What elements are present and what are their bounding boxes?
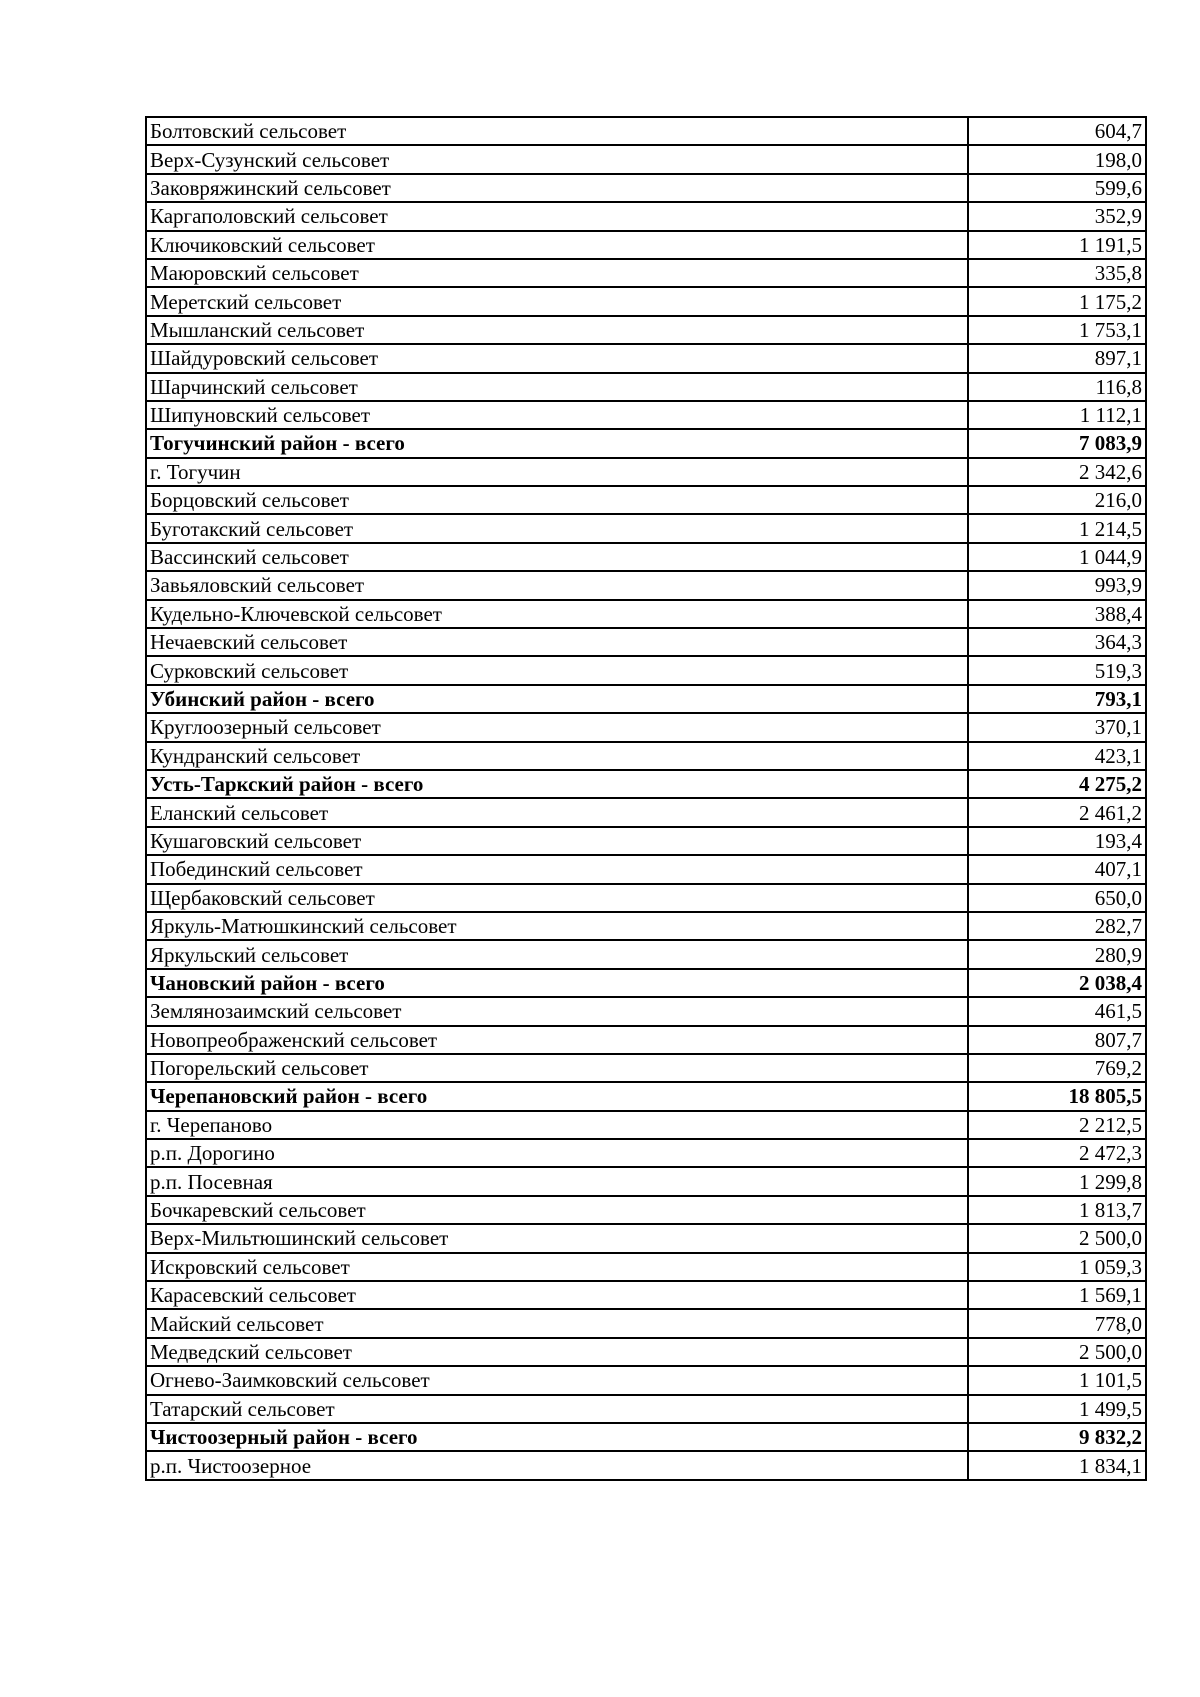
- table-row: [146, 1309, 1146, 1337]
- district-total-value-cell: 4 275,2: [968, 770, 1146, 798]
- table-row: [146, 855, 1146, 883]
- amount-value-cell: 407,1: [968, 855, 1146, 883]
- amount-value-cell: 282,7: [968, 912, 1146, 940]
- municipality-name-cell: Шипуновский сельсовет: [146, 401, 968, 429]
- district-total-row: [146, 685, 1146, 713]
- table-row: [146, 827, 1146, 855]
- municipality-name-cell: Сурковский сельсовет: [146, 656, 968, 684]
- table-row: [146, 940, 1146, 968]
- municipality-name-cell: Татарский сельсовет: [146, 1395, 968, 1423]
- amount-value-cell: 364,3: [968, 628, 1146, 656]
- amount-value-cell: 461,5: [968, 997, 1146, 1025]
- municipality-name-cell: Майский сельсовет: [146, 1309, 968, 1337]
- municipality-name-cell: Вассинский сельсовет: [146, 543, 968, 571]
- amount-value-cell: 1 191,5: [968, 231, 1146, 259]
- amount-value-cell: 650,0: [968, 884, 1146, 912]
- municipality-name-cell: Землянозаимский сельсовет: [146, 997, 968, 1025]
- municipality-name-cell: Бочкаревский сельсовет: [146, 1196, 968, 1224]
- table-row: [146, 1167, 1146, 1195]
- municipality-name-cell: Побединский сельсовет: [146, 855, 968, 883]
- amount-value-cell: 370,1: [968, 713, 1146, 741]
- amount-value-cell: 1 112,1: [968, 401, 1146, 429]
- table-row: [146, 1054, 1146, 1082]
- table-row: [146, 316, 1146, 344]
- amount-value-cell: 388,4: [968, 600, 1146, 628]
- amount-value-cell: 1 569,1: [968, 1281, 1146, 1309]
- municipality-name-cell: Борцовский сельсовет: [146, 486, 968, 514]
- district-total-value-cell: 2 038,4: [968, 969, 1146, 997]
- district-total-row: [146, 969, 1146, 997]
- district-total-row: [146, 1082, 1146, 1110]
- amount-value-cell: 604,7: [968, 117, 1146, 145]
- table-row: [146, 231, 1146, 259]
- table-row: [146, 401, 1146, 429]
- amount-value-cell: 519,3: [968, 656, 1146, 684]
- table-row: [146, 486, 1146, 514]
- table-row: [146, 912, 1146, 940]
- district-total-name-cell: Чистоозерный район - всего: [146, 1423, 968, 1451]
- table-row: [146, 1139, 1146, 1167]
- table-row: [146, 600, 1146, 628]
- amount-value-cell: 1 499,5: [968, 1395, 1146, 1423]
- amount-value-cell: 335,8: [968, 259, 1146, 287]
- table-row: [146, 174, 1146, 202]
- amount-value-cell: 352,9: [968, 202, 1146, 230]
- municipality-name-cell: Яркульский сельсовет: [146, 940, 968, 968]
- municipality-name-cell: Верх-Сузунский сельсовет: [146, 145, 968, 173]
- amount-value-cell: 599,6: [968, 174, 1146, 202]
- municipality-name-cell: г. Черепаново: [146, 1111, 968, 1139]
- table-row: [146, 514, 1146, 542]
- municipality-name-cell: Медведский сельсовет: [146, 1338, 968, 1366]
- table-row: [146, 1111, 1146, 1139]
- municipality-name-cell: Карасевский сельсовет: [146, 1281, 968, 1309]
- municipality-name-cell: Новопреображенский сельсовет: [146, 1026, 968, 1054]
- table-row: [146, 798, 1146, 826]
- table-row: [146, 145, 1146, 173]
- table-row: [146, 1026, 1146, 1054]
- municipality-name-cell: Болтовский сельсовет: [146, 117, 968, 145]
- table-body: [146, 117, 1146, 1480]
- amount-value-cell: 2 461,2: [968, 798, 1146, 826]
- amount-value-cell: 116,8: [968, 373, 1146, 401]
- table-row: [146, 742, 1146, 770]
- table-row: [146, 373, 1146, 401]
- amount-value-cell: 897,1: [968, 344, 1146, 372]
- district-total-row: [146, 770, 1146, 798]
- table-row: [146, 713, 1146, 741]
- amount-value-cell: 993,9: [968, 571, 1146, 599]
- table-row: [146, 1224, 1146, 1252]
- allocation-table: [145, 116, 1147, 1481]
- amount-value-cell: 2 342,6: [968, 458, 1146, 486]
- municipality-name-cell: Круглоозерный сельсовет: [146, 713, 968, 741]
- amount-value-cell: 198,0: [968, 145, 1146, 173]
- district-total-name-cell: Чановский район - всего: [146, 969, 968, 997]
- municipality-name-cell: Яркуль-Матюшкинский сельсовет: [146, 912, 968, 940]
- municipality-name-cell: Шарчинский сельсовет: [146, 373, 968, 401]
- table-row: [146, 1451, 1146, 1479]
- municipality-name-cell: г. Тогучин: [146, 458, 968, 486]
- table-row: [146, 997, 1146, 1025]
- municipality-name-cell: Верх-Мильтюшинский сельсовет: [146, 1224, 968, 1252]
- district-total-name-cell: Черепановский район - всего: [146, 1082, 968, 1110]
- amount-value-cell: 423,1: [968, 742, 1146, 770]
- municipality-name-cell: р.п. Посевная: [146, 1167, 968, 1195]
- table-row: [146, 1366, 1146, 1394]
- amount-value-cell: 1 214,5: [968, 514, 1146, 542]
- district-total-value-cell: 793,1: [968, 685, 1146, 713]
- municipality-name-cell: р.п. Дорогино: [146, 1139, 968, 1167]
- amount-value-cell: 778,0: [968, 1309, 1146, 1337]
- district-total-row: [146, 429, 1146, 457]
- municipality-name-cell: Меретский сельсовет: [146, 287, 968, 315]
- table-row: [146, 1196, 1146, 1224]
- table-row: [146, 543, 1146, 571]
- amount-value-cell: 1 059,3: [968, 1253, 1146, 1281]
- municipality-name-cell: Искровский сельсовет: [146, 1253, 968, 1281]
- municipality-name-cell: Нечаевский сельсовет: [146, 628, 968, 656]
- amount-value-cell: 1 753,1: [968, 316, 1146, 344]
- amount-value-cell: 1 813,7: [968, 1196, 1146, 1224]
- municipality-name-cell: Заковряжинский сельсовет: [146, 174, 968, 202]
- table-row: [146, 884, 1146, 912]
- amount-value-cell: 1 834,1: [968, 1451, 1146, 1479]
- municipality-name-cell: Щербаковский сельсовет: [146, 884, 968, 912]
- district-total-value-cell: 9 832,2: [968, 1423, 1146, 1451]
- amount-value-cell: 1 101,5: [968, 1366, 1146, 1394]
- amount-value-cell: 2 472,3: [968, 1139, 1146, 1167]
- table-row: [146, 1338, 1146, 1366]
- table-row: [146, 202, 1146, 230]
- amount-value-cell: 280,9: [968, 940, 1146, 968]
- municipality-name-cell: Кундранский сельсовет: [146, 742, 968, 770]
- district-total-name-cell: Убинский район - всего: [146, 685, 968, 713]
- table-row: [146, 1253, 1146, 1281]
- table-row: [146, 571, 1146, 599]
- table-row: [146, 344, 1146, 372]
- municipality-name-cell: Кушаговский сельсовет: [146, 827, 968, 855]
- table-row: [146, 1281, 1146, 1309]
- district-total-value-cell: 18 805,5: [968, 1082, 1146, 1110]
- amount-value-cell: 216,0: [968, 486, 1146, 514]
- municipality-name-cell: Завьяловский сельсовет: [146, 571, 968, 599]
- table-row: [146, 656, 1146, 684]
- municipality-name-cell: Еланский сельсовет: [146, 798, 968, 826]
- amount-value-cell: 1 299,8: [968, 1167, 1146, 1195]
- district-total-name-cell: Тогучинский район - всего: [146, 429, 968, 457]
- district-total-row: [146, 1423, 1146, 1451]
- municipality-name-cell: Буготакский сельсовет: [146, 514, 968, 542]
- amount-value-cell: 1 175,2: [968, 287, 1146, 315]
- district-total-name-cell: Усть-Таркский район - всего: [146, 770, 968, 798]
- table-row: [146, 287, 1146, 315]
- municipality-name-cell: Кудельно-Ключевской сельсовет: [146, 600, 968, 628]
- municipality-name-cell: Маюровский сельсовет: [146, 259, 968, 287]
- amount-value-cell: 193,4: [968, 827, 1146, 855]
- municipality-name-cell: р.п. Чистоозерное: [146, 1451, 968, 1479]
- municipality-name-cell: Мышланский сельсовет: [146, 316, 968, 344]
- table-row: [146, 259, 1146, 287]
- amount-value-cell: 807,7: [968, 1026, 1146, 1054]
- amount-value-cell: 2 500,0: [968, 1224, 1146, 1252]
- amount-value-cell: 2 500,0: [968, 1338, 1146, 1366]
- table-row: [146, 1395, 1146, 1423]
- document-page: [145, 116, 1145, 1481]
- municipality-name-cell: Каргаполовский сельсовет: [146, 202, 968, 230]
- municipality-name-cell: Ключиковский сельсовет: [146, 231, 968, 259]
- table-row: [146, 628, 1146, 656]
- amount-value-cell: 1 044,9: [968, 543, 1146, 571]
- municipality-name-cell: Огнево-Заимковский сельсовет: [146, 1366, 968, 1394]
- district-total-value-cell: 7 083,9: [968, 429, 1146, 457]
- table-row: [146, 117, 1146, 145]
- amount-value-cell: 2 212,5: [968, 1111, 1146, 1139]
- table-row: [146, 458, 1146, 486]
- municipality-name-cell: Шайдуровский сельсовет: [146, 344, 968, 372]
- amount-value-cell: 769,2: [968, 1054, 1146, 1082]
- municipality-name-cell: Погорельский сельсовет: [146, 1054, 968, 1082]
